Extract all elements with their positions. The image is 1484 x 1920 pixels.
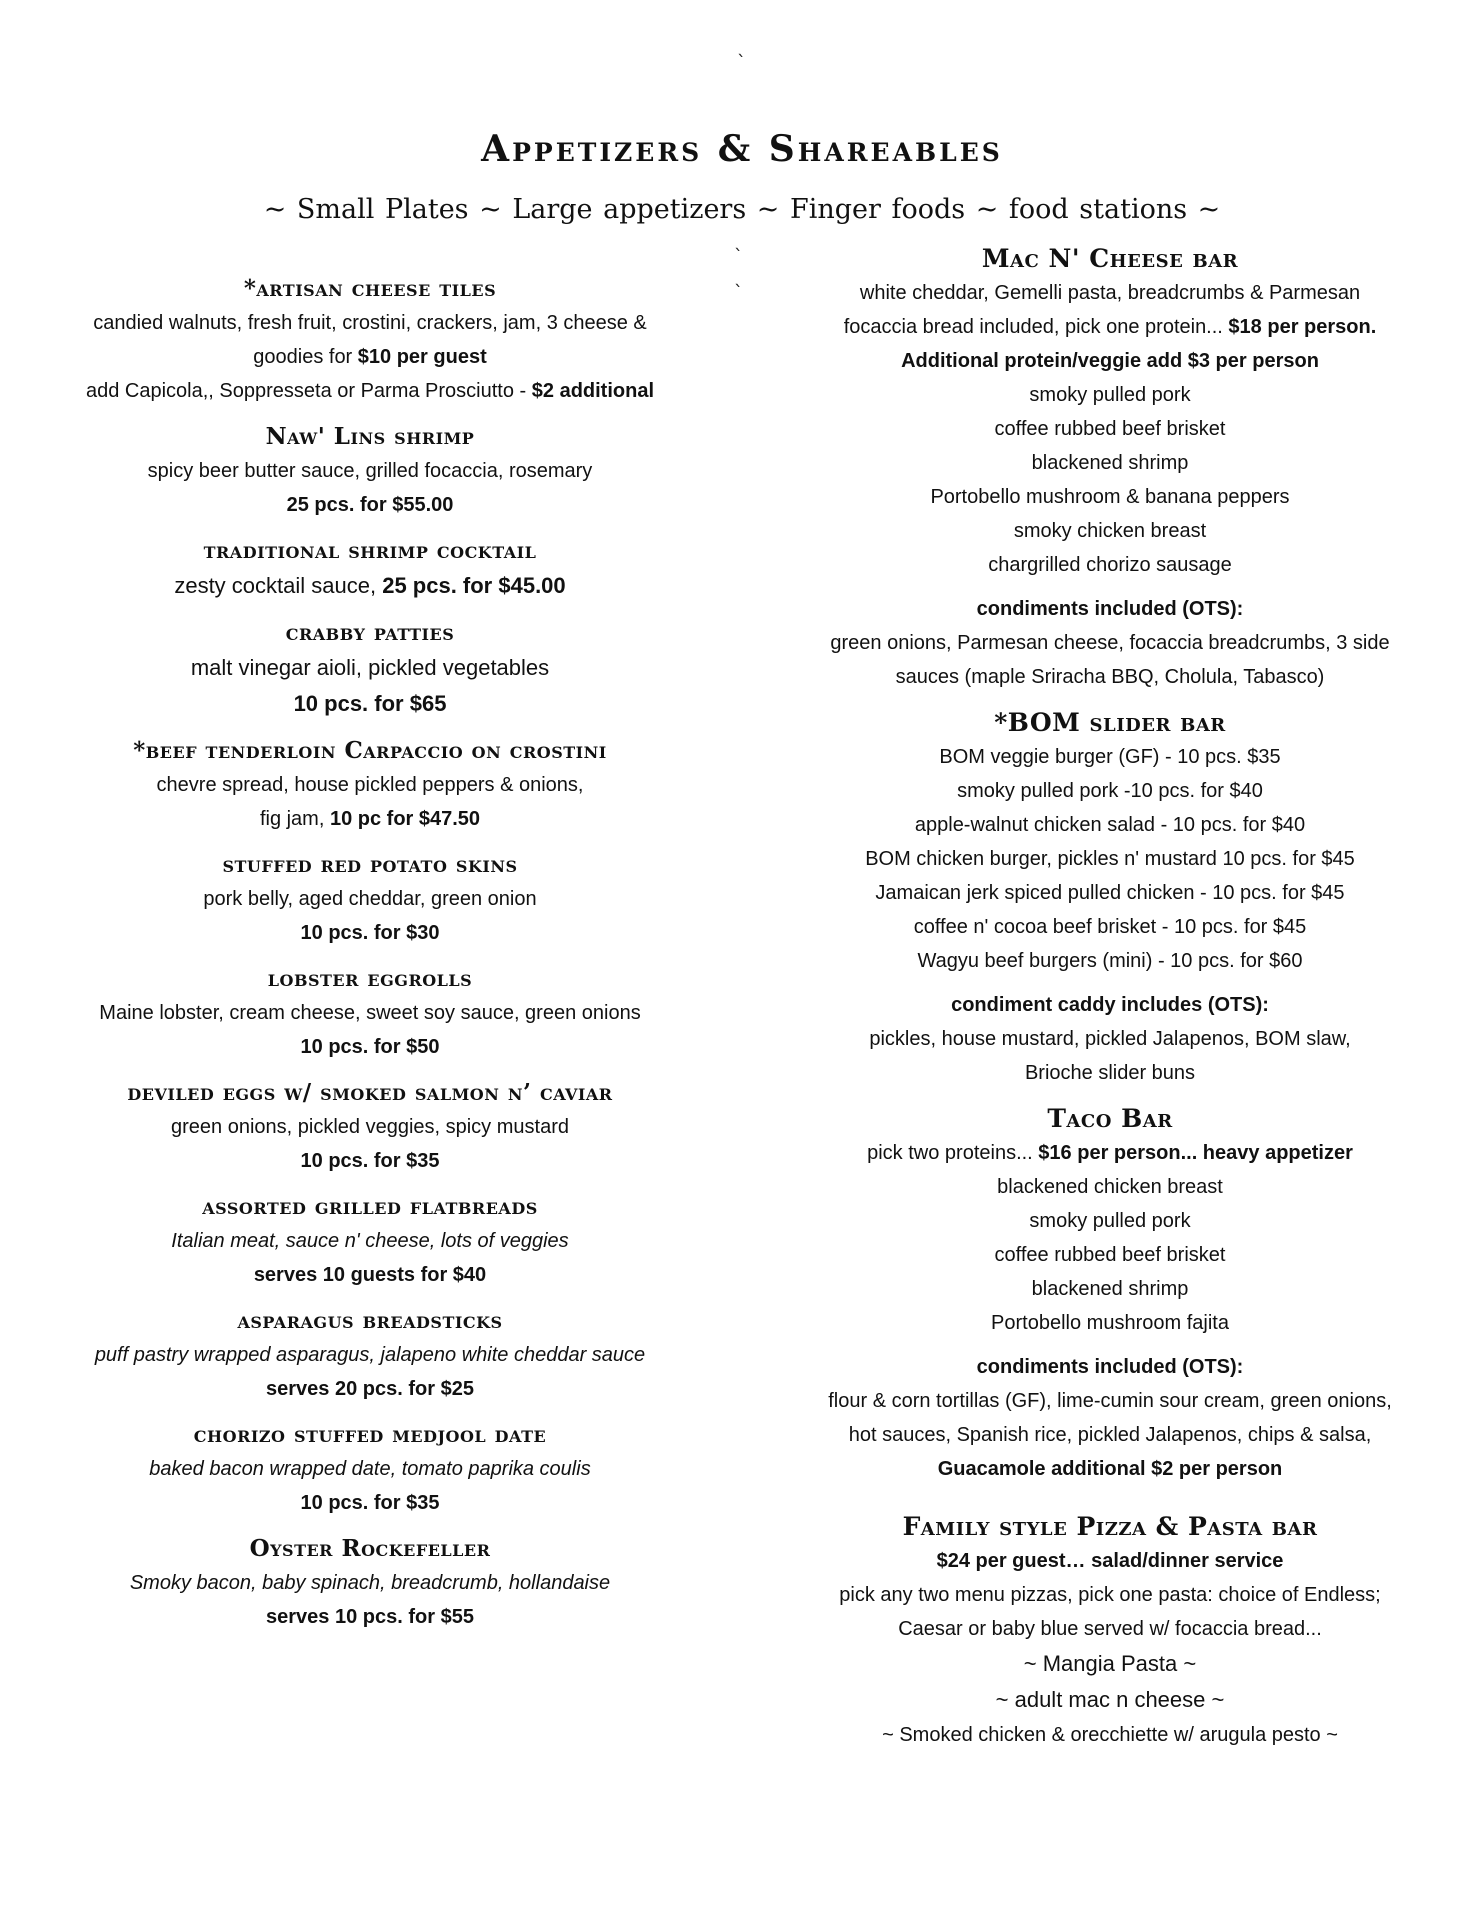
menu-line [770, 740, 1450, 774]
line-text: apple-walnut chicken salad - 10 pcs. for $40 [914, 814, 1306, 836]
item-name: asparagus breadsticks [237, 1307, 503, 1334]
line-price: 10 pcs. for $35 [300, 1150, 440, 1172]
line-text: Portobello mushroom fajita [991, 1312, 1229, 1334]
line-price: 10 pcs. for $30 [300, 922, 440, 944]
menu-line [770, 1612, 1450, 1646]
menu-line [40, 1258, 700, 1292]
slider-bar [770, 708, 1450, 1090]
menu-item [40, 274, 700, 408]
pasta-option: ~ Smoked chicken & orecchiette w/ arugula pesto ~ [882, 1724, 1338, 1746]
line-text: blackened shrimp [1031, 452, 1189, 474]
menu-item [40, 1192, 700, 1292]
menu-line [770, 276, 1450, 310]
line-text: pick two proteins... [867, 1142, 1039, 1164]
line-text: coffee n' cocoa beef brisket - 10 pcs. for $45 [913, 916, 1307, 938]
menu-item [40, 1078, 700, 1178]
taco-bar [770, 1104, 1450, 1486]
menu-line [770, 808, 1450, 842]
condiments-title: condiments included (OTS): [976, 598, 1244, 620]
line-text: BOM veggie burger (GF) - 10 pcs. $35 [939, 746, 1281, 768]
item-name: traditional shrimp cocktail [203, 537, 537, 564]
line-text: smoky pulled pork [1029, 1210, 1191, 1232]
menu-line [770, 1578, 1450, 1612]
left-column [40, 274, 700, 1648]
menu-line [40, 1224, 700, 1258]
menu-line [770, 1418, 1450, 1452]
menu-line [770, 842, 1450, 876]
line-text: Caesar or baby blue served w/ focaccia bread... [898, 1618, 1322, 1640]
menu-line [40, 340, 700, 374]
menu-line [40, 1600, 700, 1634]
menu-line [770, 514, 1450, 548]
line-text: zesty cocktail sauce, [174, 573, 383, 598]
item-name: chorizo stuffed medjool date [193, 1421, 547, 1448]
menu-line [770, 660, 1450, 694]
line-price: 10 pc for $47.50 [329, 808, 481, 830]
menu-line [770, 910, 1450, 944]
line-text: BOM chicken burger, pickles n' mustard 10 pcs. for $45 [865, 848, 1355, 870]
menu-line [770, 1204, 1450, 1238]
menu-line [40, 1030, 700, 1064]
line-text: smoky chicken breast [1013, 520, 1207, 542]
line-price: Guacamole additional $2 per person [937, 1458, 1283, 1480]
menu-item [40, 964, 700, 1064]
line-text: Jamaican jerk spiced pulled chicken - 10 pcs. for $45 [875, 882, 1345, 904]
menu-line [40, 768, 700, 802]
line-text: smoky pulled pork -10 pcs. for $40 [957, 780, 1263, 802]
item-name: Oyster Rockefeller [249, 1535, 491, 1562]
menu-line [40, 1372, 700, 1406]
menu-line [770, 1306, 1450, 1340]
mac-n-cheese-bar [770, 244, 1450, 694]
line-text: pork belly, aged cheddar, green onion [203, 888, 537, 910]
line-price: $16 per person... heavy appetizer [1038, 1142, 1353, 1164]
line-price: $18 per person. [1228, 316, 1377, 338]
pasta-option: ~ Mangia Pasta ~ [1023, 1651, 1197, 1676]
line-text: chargrilled chorizo sausage [988, 554, 1232, 576]
menu-line [770, 1452, 1450, 1486]
menu-item [40, 1534, 700, 1634]
line-price: 25 pcs. for $55.00 [286, 494, 454, 516]
menu-line [770, 1022, 1450, 1056]
menu-line [770, 1544, 1450, 1578]
line-text: malt vinegar aioli, pickled vegetables [190, 655, 550, 680]
menu-line [770, 1136, 1450, 1170]
menu-line [770, 548, 1450, 582]
line-price: serves 20 pcs. for $25 [266, 1378, 474, 1400]
line-price: $10 per guest [357, 346, 487, 368]
menu-line [40, 454, 700, 488]
menu-line [770, 1170, 1450, 1204]
menu-line [40, 1452, 700, 1486]
item-name: deviled eggs w/ smoked salmon n’ caviar [127, 1079, 613, 1106]
line-text: add Capicola,, Soppresseta or Parma Prosciutto - [85, 380, 532, 402]
menu-line [40, 306, 700, 340]
line-text: fig jam, [259, 808, 330, 830]
item-name: *artisan cheese tiles [243, 275, 497, 302]
menu-line [770, 876, 1450, 910]
line-text: flour & corn tortillas (GF), lime-cumin sour cream, green onions, [828, 1390, 1392, 1412]
line-text: puff pastry wrapped asparagus, jalapeno white cheddar sauce [94, 1344, 646, 1366]
menu-line [770, 378, 1450, 412]
page-subtitle: ~ Small Plates ~ Large appetizers ~ Finger foods ~ food stations ~ [263, 194, 1221, 225]
right-column [770, 244, 1450, 1766]
item-name: lobster eggrolls [267, 965, 473, 992]
menu-line [770, 1272, 1450, 1306]
menu-line [770, 480, 1450, 514]
line-text: Maine lobster, cream cheese, sweet soy sauce, green onions [99, 1002, 641, 1024]
line-text: candied walnuts, fresh fruit, crostini, crackers, jam, 3 cheese & [93, 312, 647, 334]
menu-item [40, 422, 700, 522]
line-price: $24 per guest… salad/dinner service [936, 1550, 1284, 1572]
item-name: crabby patties [285, 619, 455, 646]
line-price: 25 pcs. for $45.00 [382, 573, 566, 598]
menu-line [770, 626, 1450, 660]
menu-line [40, 488, 700, 522]
line-price: serves 10 guests for $40 [253, 1264, 487, 1286]
menu-item [40, 1420, 700, 1520]
menu-line [770, 944, 1450, 978]
menu-item [40, 850, 700, 950]
menu-line [40, 882, 700, 916]
menu-line [770, 1056, 1450, 1090]
line-price: $2 additional [531, 380, 655, 402]
menu-item [40, 1306, 700, 1406]
line-text: green onions, Parmesan cheese, focaccia breadcrumbs, 3 side [830, 632, 1390, 654]
menu-line [40, 802, 700, 836]
menu-item [40, 736, 700, 836]
menu-line [770, 446, 1450, 480]
line-text: coffee rubbed beef brisket [994, 418, 1226, 440]
menu-line [770, 344, 1450, 378]
line-price: Additional protein/veggie add $3 per person [901, 350, 1319, 372]
line-price: 10 pcs. for $35 [300, 1492, 440, 1514]
line-text: chevre spread, house pickled peppers & onions, [156, 774, 584, 796]
stray-mark: ` [734, 282, 743, 303]
line-text: spicy beer butter sauce, grilled focaccia, rosemary [147, 460, 593, 482]
menu-line [40, 1566, 700, 1600]
item-name: assorted grilled flatbreads [202, 1193, 538, 1220]
menu-line [40, 374, 700, 408]
line-text: pickles, house mustard, pickled Jalapenos, BOM slaw, [869, 1028, 1351, 1050]
menu-line [40, 1338, 700, 1372]
line-text: sauces (maple Sriracha BBQ, Cholula, Tabasco) [895, 666, 1325, 688]
menu-line [770, 1384, 1450, 1418]
menu-line [40, 1486, 700, 1520]
menu-line [40, 686, 700, 722]
menu-item [40, 536, 700, 604]
menu-line [40, 1110, 700, 1144]
line-price: serves 10 pcs. for $55 [266, 1606, 474, 1628]
section-name: Taco Bar [1047, 1104, 1173, 1133]
pizza-pasta-bar [770, 1512, 1450, 1752]
line-text: green onions, pickled veggies, spicy mustard [171, 1116, 569, 1138]
line-text: Italian meat, sauce n' cheese, lots of veggies [171, 1230, 569, 1252]
item-name: *beef tenderloin Carpaccio on crostini [133, 737, 607, 764]
item-name: Naw' Lins shrimp [265, 423, 475, 450]
line-text: baked bacon wrapped date, tomato paprika coulis [149, 1458, 591, 1480]
line-text: hot sauces, Spanish rice, pickled Jalapenos, chips & salsa, [848, 1424, 1372, 1446]
line-text: Wagyu beef burgers (mini) - 10 pcs. for $60 [917, 950, 1303, 972]
line-text: Portobello mushroom & banana peppers [930, 486, 1290, 508]
line-text: coffee rubbed beef brisket [994, 1244, 1226, 1266]
condiments-title: condiments included (OTS): [976, 1356, 1244, 1378]
stray-mark: ` [734, 246, 743, 267]
menu-line [770, 774, 1450, 808]
condiments-title: condiment caddy includes (OTS): [951, 994, 1269, 1016]
line-text: Smoky bacon, baby spinach, breadcrumb, hollandaise [129, 1572, 611, 1594]
line-price: 10 pcs. for $65 [293, 691, 447, 716]
line-text: white cheddar, Gemelli pasta, breadcrumbs & Parmesan [859, 282, 1361, 304]
line-text: pick any two menu pizzas, pick one pasta: choice of Endless; [839, 1584, 1381, 1606]
menu-item [40, 618, 700, 722]
line-text: goodies for [253, 346, 358, 368]
line-text: blackened chicken breast [997, 1176, 1223, 1198]
line-text: blackened shrimp [1031, 1278, 1189, 1300]
menu-line [770, 1238, 1450, 1272]
section-name: Mac N' Cheese bar [981, 244, 1239, 273]
menu-line [40, 996, 700, 1030]
pasta-option: ~ adult mac n cheese ~ [995, 1687, 1225, 1712]
line-text: Brioche slider buns [1024, 1062, 1196, 1084]
menu-line [40, 1144, 700, 1178]
line-text: focaccia bread included, pick one protein... [843, 316, 1229, 338]
menu-line [40, 650, 700, 686]
line-text: smoky pulled pork [1029, 384, 1191, 406]
item-name: stuffed red potato skins [222, 851, 518, 878]
menu-line [770, 310, 1450, 344]
stray-mark: ` [737, 52, 746, 73]
line-price: 10 pcs. for $50 [300, 1036, 440, 1058]
menu-line [40, 916, 700, 950]
page-title: Appetizers & Shareables [481, 128, 1003, 170]
menu-line [40, 568, 700, 604]
menu-line [770, 412, 1450, 446]
section-name: Family style Pizza & Pasta bar [902, 1512, 1318, 1541]
section-name: *BOM slider bar [994, 708, 1226, 737]
